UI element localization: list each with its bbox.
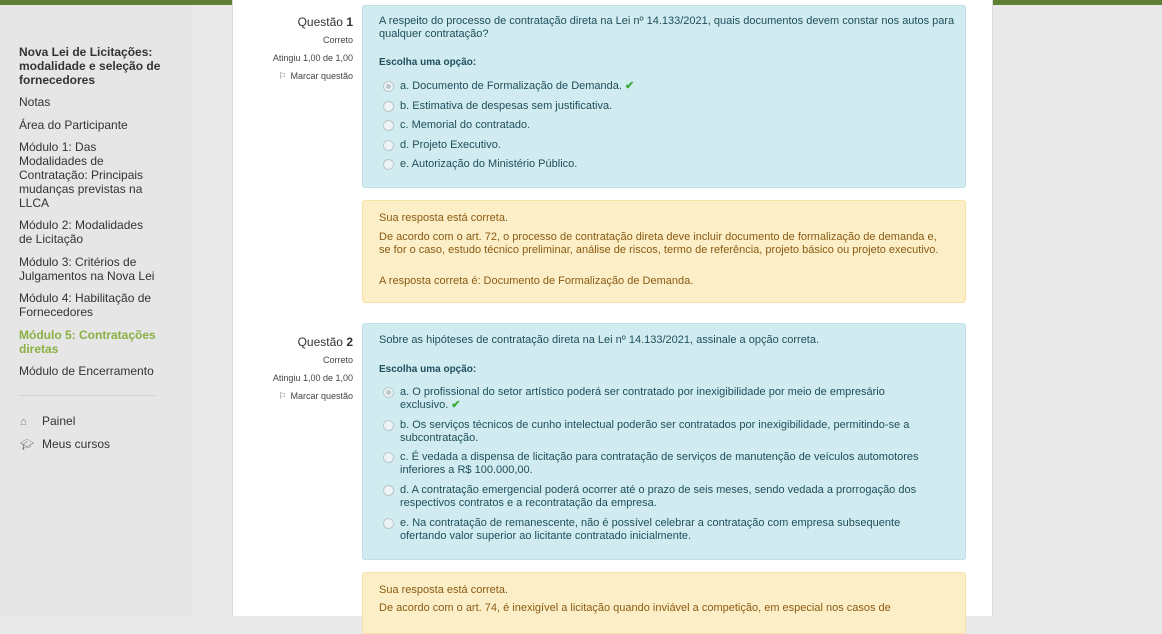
painel-label: Painel [42,414,76,428]
nav-item-notas[interactable]: Notas [19,95,51,109]
option-label: d. Projeto Executivo. [400,139,501,151]
radio-button[interactable] [383,518,394,529]
home-icon: ⌂ [20,416,27,428]
question-grade: Atingiu 1,00 de 1,00 [272,373,353,383]
flag-question-button[interactable]: ⚐ Marcar questão [278,391,353,401]
option-label: a. Documento de Formalização de Demanda. ✔ [400,80,635,92]
option-label: b. Estimativa de despesas sem justificativa. [400,100,613,112]
nav-item-area-participante[interactable]: Área do Participante [19,118,128,132]
feedback-status: Sua resposta está correta. [379,212,509,224]
radio-button[interactable] [383,420,394,431]
course-title[interactable]: Nova Lei de Licitações: modalidade e seleção de fornecedores [19,45,161,87]
nav-item-modulo-4[interactable]: Módulo 4: Habilitação de Fornecedores [19,291,152,319]
radio-button[interactable] [383,159,394,170]
question-2-feedback [362,572,966,634]
question-grade: Atingiu 1,00 de 1,00 [272,53,353,63]
radio-button[interactable] [383,140,394,151]
option-label: c. Memorial do contratado. [400,119,531,131]
question-text: Sobre as hipóteses de contratação direta na Lei nº 14.133/2021, assinale a opção correta. [379,334,820,346]
question-state: Correto [322,35,353,45]
question-state: Correto [322,355,353,365]
course-sidebar [0,5,193,616]
main-content [232,0,993,616]
feedback-general: De acordo com o art. 74, é inexigível a licitação quando inviável a competição, em especial nos casos de [379,602,891,614]
graduation-cap-icon: 🎓︎ [20,439,34,451]
question-1-formulation [362,5,966,188]
answer-prompt: Escolha uma opção: [379,364,477,375]
flag-icon: ⚐ [278,391,287,401]
nav-item-painel[interactable] [20,414,75,429]
question-number: Questão 2 [297,335,353,349]
correct-check-icon: ✔ [451,399,461,411]
question-2-info [233,335,353,402]
question-number: Questão 1 [297,15,353,29]
feedback-general: De acordo com o art. 72, o processo de contratação direta deve incluir documento de formalização de demanda e, se for o caso, estudo técnico preliminar, análise de riscos, termo de referência, projeto básico ou projeto executivo. [379,231,939,256]
nav-item-modulo-1[interactable]: Módulo 1: Das Modalidades de Contratação: Principais mudanças previstas na LLCA [19,140,144,210]
option-label: a. O profissional do setor artístico poderá ser contratado por inexigibilidade por meio de empresário exclusivo. ✔ [400,386,885,411]
option-label: d. A contratação emergencial poderá ocorrer até o prazo de seis meses, sendo vedada a prorrogação dos respectivos contratos e a recontratação da empresa. [400,484,917,509]
radio-button[interactable] [383,387,394,398]
nav-item-encerramento[interactable]: Módulo de Encerramento [19,364,154,378]
meus-cursos-label: Meus cursos [42,437,111,451]
flag-icon: ⚐ [278,71,287,81]
question-1-feedback [362,200,966,303]
radio-button[interactable] [383,101,394,112]
option-label: b. Os serviços técnicos de cunho intelectual poderão ser contratados por inexigibilidade, permitindo-se a subcontratação. [400,419,910,444]
question-2-formulation [362,323,966,560]
sidebar-divider [19,395,155,396]
nav-item-modulo-3[interactable]: Módulo 3: Critérios de Julgamentos na Nova Lei [19,255,155,283]
answer-prompt: Escolha uma opção: [379,57,477,68]
flag-question-button[interactable]: ⚐ Marcar questão [278,71,353,81]
nav-item-meus-cursos[interactable] [20,437,110,452]
correct-check-icon: ✔ [624,80,635,92]
question-1-info [233,15,353,82]
option-label: c. É vedada a dispensa de licitação para contratação de serviços de manutenção de veículos automotores inferiores a R$ 100.000,00. [400,451,919,476]
radio-button[interactable] [383,120,394,131]
feedback-status: Sua resposta está correta. [379,584,509,596]
radio-button[interactable] [383,452,394,463]
radio-button[interactable] [383,485,394,496]
option-label: e. Na contratação de remanescente, não é possível celebrar a contratação com empresa subsequente ofertando valor superior ao licitante contratado inicialmente. [400,517,901,542]
feedback-right-answer: A resposta correta é: Documento de Formalização de Demanda. [379,275,694,287]
option-label: e. Autorização do Ministério Público. [400,158,578,170]
question-text: A respeito do processo de contratação direta na Lei nº 14.133/2021, quais documentos devem constar nos autos para qualquer contratação? [379,15,955,40]
radio-button[interactable] [383,81,394,92]
nav-item-modulo-2[interactable]: Módulo 2: Modalidades de Licitação [19,218,144,246]
nav-item-modulo-5[interactable]: Módulo 5: Contratações diretas [19,328,156,356]
